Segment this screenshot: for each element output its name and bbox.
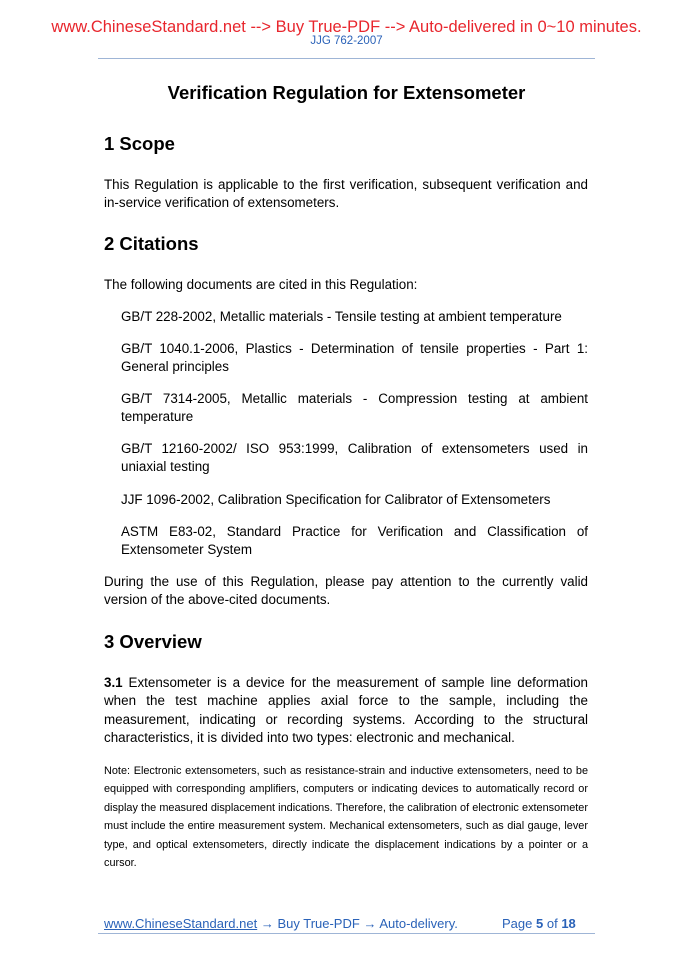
- citation-item: ASTM E83-02, Standard Practice for Verification and Classification of Extensometer System: [121, 524, 588, 558]
- of-label: of: [546, 916, 558, 931]
- section-heading-overview: 3 Overview: [104, 631, 202, 652]
- arrow-right-icon: →: [260, 916, 274, 931]
- page-label: Page: [502, 916, 533, 931]
- page-title: Verification Regulation for Extensometer: [167, 82, 526, 103]
- total-pages: 18: [561, 916, 576, 931]
- citations-intro: The following documents are cited in this Regulation:: [104, 277, 418, 292]
- header-divider: [98, 58, 595, 59]
- arrow-right-icon: →: [363, 916, 377, 931]
- citation-item: JJF 1096-2002, Calibration Specification for Calibrator of Extensometers: [121, 492, 551, 507]
- overview-note: Note: Electronic extensometers, such as resistance-strain and inductive extensometers, need to be equipped with corresponding amplifiers, computers or indicating devices to automatically record or display the measured displacement indications. Therefore, the calibration of electronic extensometer must include the entire measurement system. Mechanical extensometers, such as dial gauge, lever type, and optical extensometers, directly indicate the displacement indications by a pointer or a cursor.: [104, 765, 588, 870]
- current-page: 5: [536, 916, 544, 931]
- citation-item: GB/T 7314-2005, Metallic materials - Compression testing at ambient temperature: [121, 391, 588, 425]
- footer-promo: [104, 916, 458, 931]
- document-id: JJG 762-2007: [310, 35, 383, 47]
- footer-buy-text: Buy True-PDF: [277, 916, 360, 931]
- overview-clause-3-1: [104, 674, 588, 748]
- citation-item: GB/T 1040.1-2006, Plastics - Determination of tensile properties - Part 1: General principles: [121, 341, 588, 375]
- citation-item: GB/T 228-2002, Metallic materials - Tensile testing at ambient temperature: [121, 309, 562, 324]
- promo-banner[interactable]: www.ChineseStandard.net --> Buy True-PDF --> Auto-delivered in 0~10 minutes.: [51, 18, 642, 36]
- citation-item: GB/T 12160-2002/ ISO 953:1999, Calibration of extensometers used in uniaxial testing: [121, 441, 588, 475]
- scope-paragraph: This Regulation is applicable to the first verification, subsequent verification and in-service verification of extensometers.: [104, 177, 588, 211]
- footer-site-link[interactable]: www.ChineseStandard.net: [104, 916, 258, 931]
- section-heading-scope: 1 Scope: [104, 133, 175, 154]
- section-heading-citations: 2 Citations: [104, 233, 199, 254]
- clause-text: Extensometer is a device for the measurement of sample line deformation when the test machine applies axial force to the sample, including the measurement, indicating or recording systems. According to the structural characteristics, it is divided into two types: electronic and mechanical.: [104, 675, 588, 746]
- footer-auto-text: Auto-delivery.: [379, 916, 458, 931]
- page-counter: [502, 916, 576, 931]
- citations-closing: During the use of this Regulation, please pay attention to the currently valid version of the above-cited documents.: [104, 574, 588, 608]
- footer-divider: [98, 933, 595, 934]
- clause-number: 3.1: [104, 675, 123, 690]
